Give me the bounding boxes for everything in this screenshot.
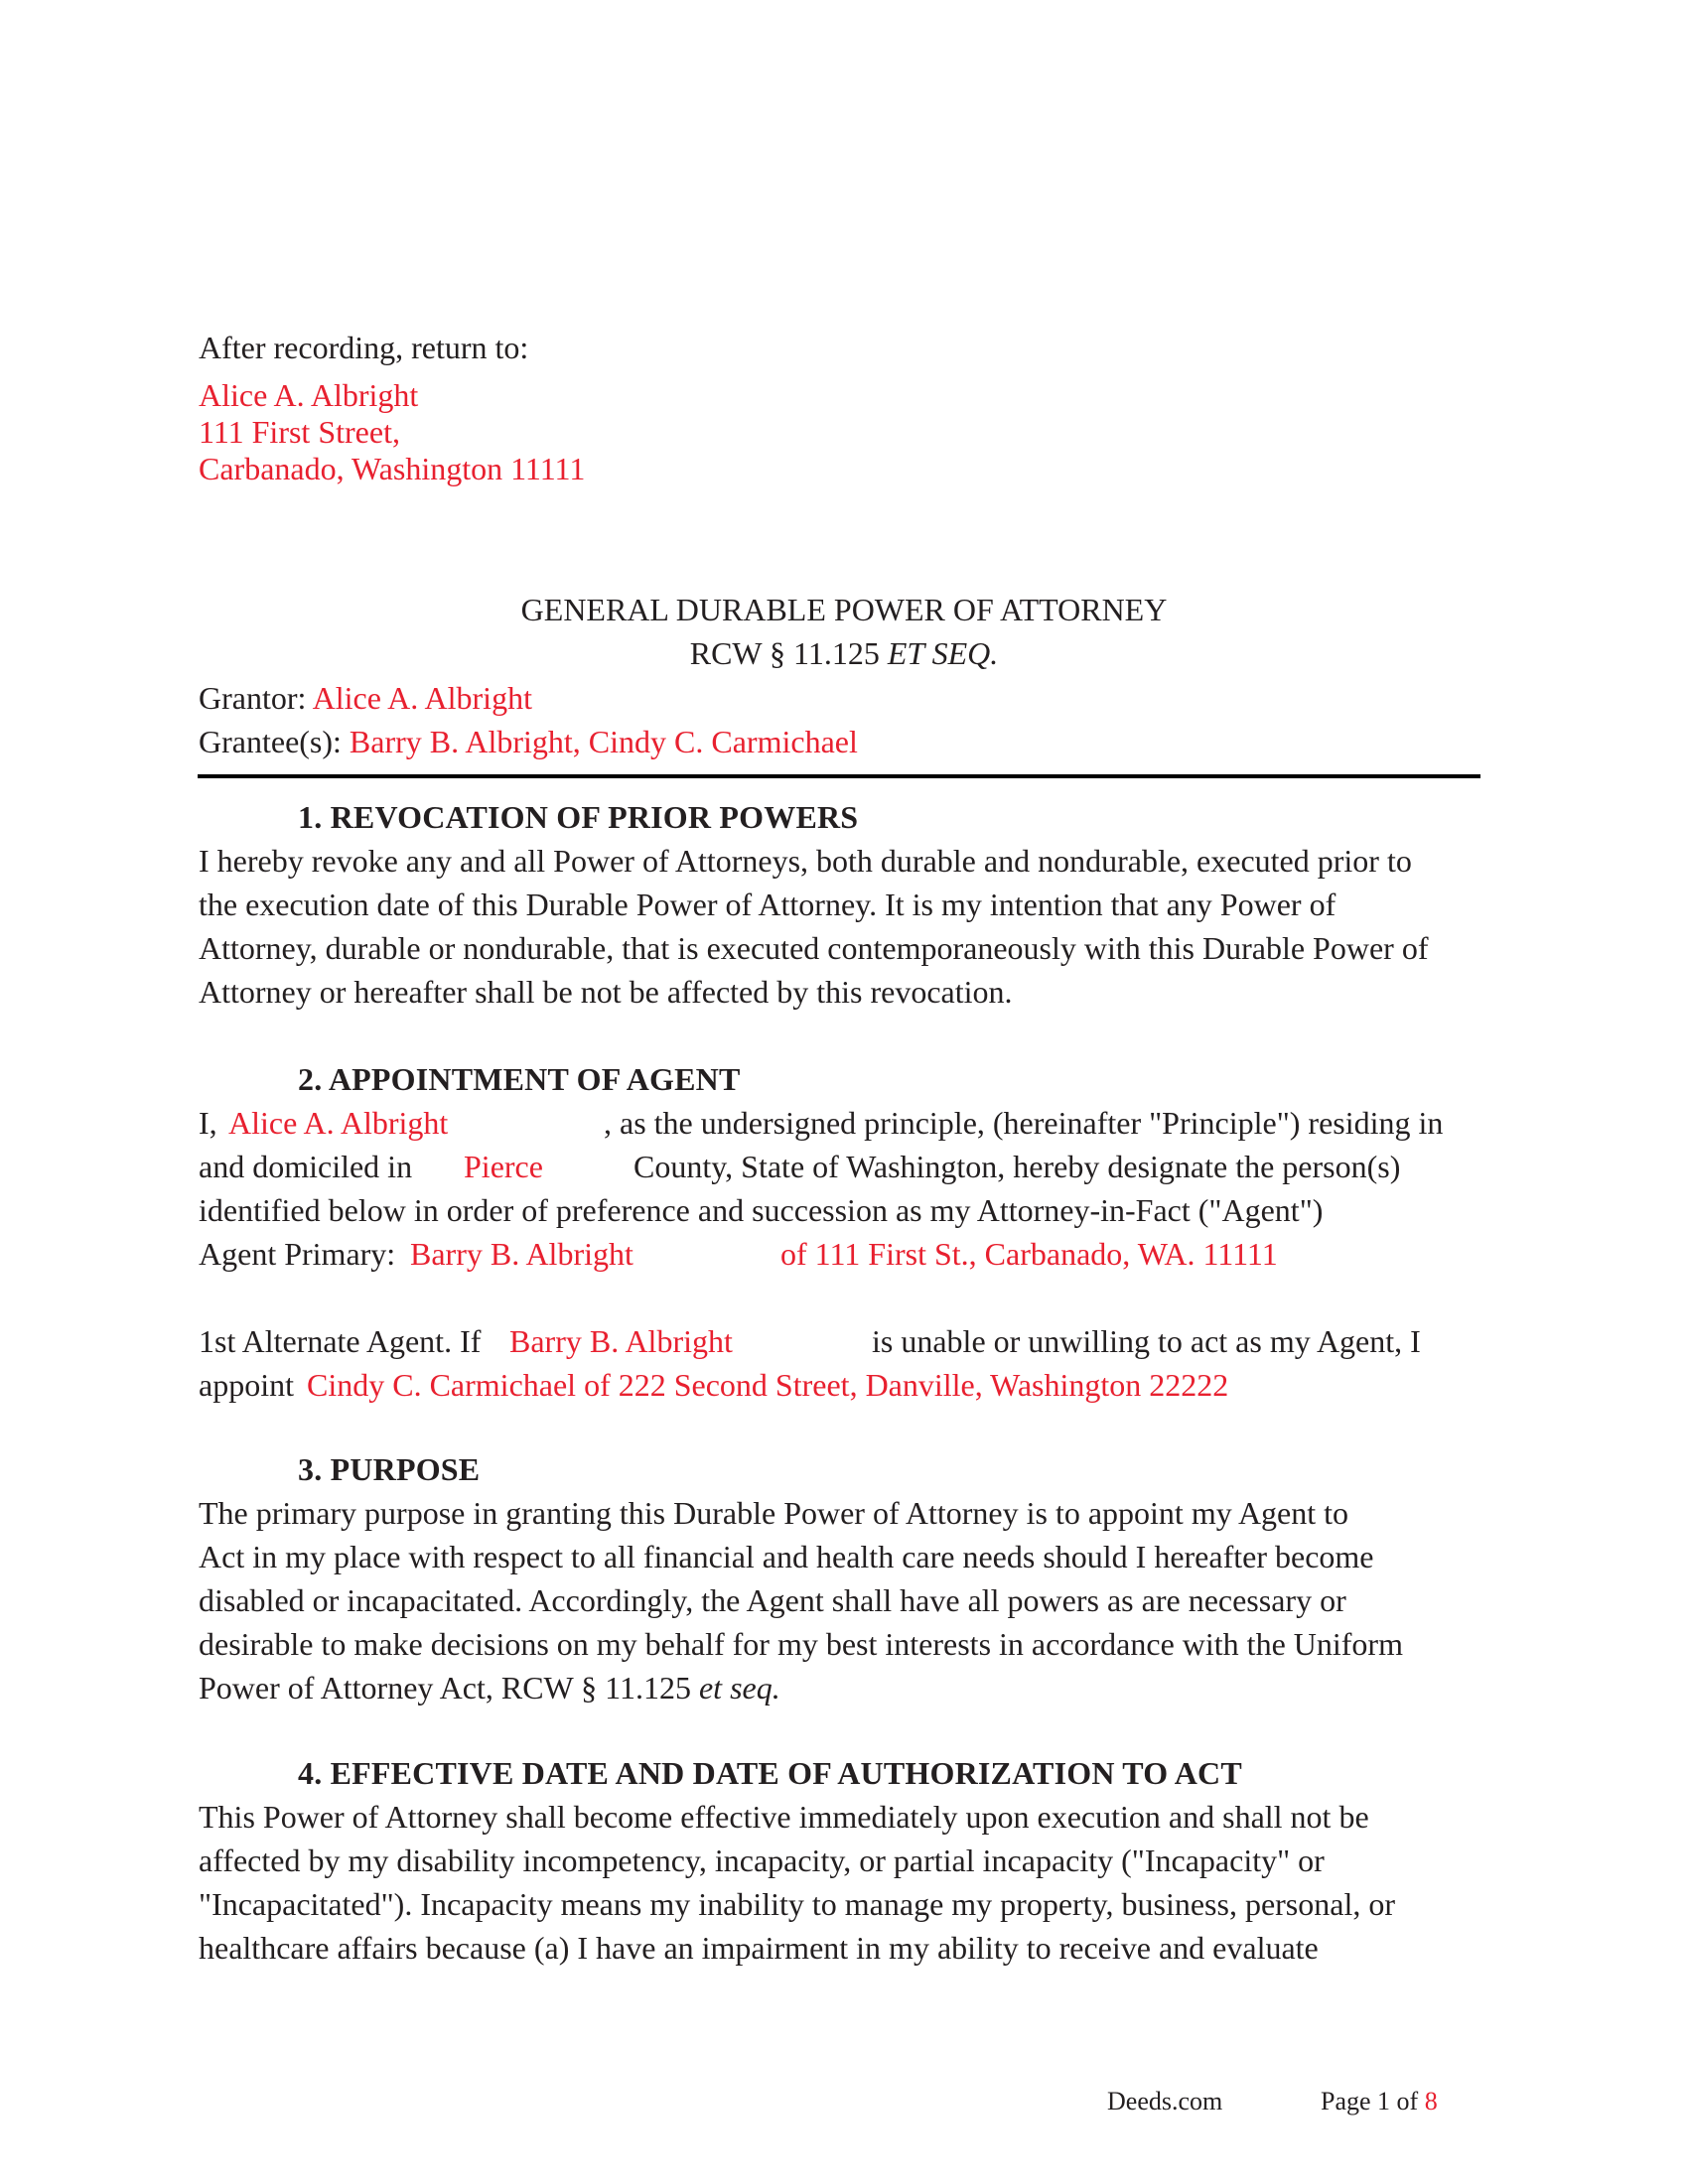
header-divider	[198, 774, 1480, 778]
section-3-last-line	[199, 1666, 1479, 1709]
section-3-body	[199, 1491, 1479, 1709]
alternate-rest: is unable or unwilling to act as my Agent, I	[872, 1323, 1421, 1359]
section-3-heading: 3. PURPOSE	[298, 1451, 481, 1487]
alternate-if-name: Barry B. Albright	[509, 1323, 733, 1359]
return-city: Carbanado, Washington 11111	[199, 451, 586, 486]
footer-site: Deeds.com	[1107, 2087, 1223, 2116]
county-value: Pierce	[464, 1149, 543, 1184]
page-label: Page 1 of	[1321, 2087, 1419, 2116]
principal-i: I,	[199, 1105, 217, 1141]
grantee-value: Barry B. Albright, Cindy C. Carmichael	[349, 724, 858, 759]
section-4-line: healthcare affairs because (a) I have an impairment in my ability to receive and evaluate	[199, 1930, 1319, 1966]
grantor-label: Grantor:	[199, 680, 307, 716]
section-1-body	[199, 839, 1479, 1014]
grantor-line	[199, 676, 532, 720]
section-1-line: Attorney, durable or nondurable, that is executed contemporaneously with this Durable Power of	[199, 930, 1429, 966]
agent-primary-address: of 111 First St., Carbanado, WA. 11111	[780, 1236, 1278, 1272]
grantee-line	[199, 720, 858, 763]
statute-prefix: RCW § 11.125	[689, 635, 888, 671]
section-3-line: desirable to make decisions on my behalf for my best interests in accordance with the Uniform	[199, 1626, 1403, 1662]
section-3-last-prefix: Power of Attorney Act, RCW § 11.125	[199, 1670, 699, 1706]
section-3-line: The primary purpose in granting this Durable Power of Attorney is to appoint my Agent to	[199, 1495, 1349, 1531]
alternate-agent-label: 1st Alternate Agent. If	[199, 1323, 482, 1359]
return-name: Alice A. Albright	[199, 377, 419, 413]
appoint-value: Cindy C. Carmichael of 222 Second Street, Danville, Washington 22222	[307, 1367, 1229, 1403]
section-3-et-seq: et seq.	[698, 1670, 780, 1706]
section-3-line: disabled or incapacitated. Accordingly, the Agent shall have all powers as are necessary or	[199, 1582, 1346, 1618]
domiciled-label: and domiciled in	[199, 1149, 413, 1184]
section-4-line: "Incapacitated"). Incapacity means my inability to manage my property, business, personal, or	[199, 1886, 1395, 1922]
agent-primary-label: Agent Primary:	[199, 1236, 396, 1272]
section-2-line-3: identified below in order of preference and succession as my Attorney-in-Fact ("Agent")	[199, 1192, 1324, 1228]
return-to-label: After recording, return to:	[199, 330, 529, 365]
agent-primary-name: Barry B. Albright	[410, 1236, 633, 1272]
appoint-label: appoint	[199, 1367, 294, 1403]
section-3-line: Act in my place with respect to all financial and health care needs should I hereafter become	[199, 1539, 1374, 1574]
page-total: 8	[1424, 2087, 1438, 2116]
grantor-value: Alice A. Albright	[312, 680, 532, 716]
return-street: 111 First Street,	[199, 414, 400, 450]
grantee-label: Grantee(s):	[199, 724, 342, 759]
section-4-line: affected by my disability incompetency, incapacity, or partial incapacity ("Incapacity" or	[199, 1843, 1325, 1878]
section-1-line: the execution date of this Durable Power of Attorney. It is my intention that any Power of	[199, 887, 1336, 922]
section-1-line: I hereby revoke any and all Power of Attorneys, both durable and nondurable, executed prior to	[199, 843, 1412, 879]
section-4-line: This Power of Attorney shall become effective immediately upon execution and shall not be	[199, 1799, 1369, 1835]
document-title: GENERAL DURABLE POWER OF ATTORNEY	[520, 592, 1168, 627]
section-1-line: Attorney or hereafter shall be not be affected by this revocation.	[199, 974, 1013, 1010]
principal-rest: , as the undersigned principle, (hereinafter "Principle") residing in	[604, 1105, 1444, 1141]
statute-et-seq: ET SEQ.	[887, 635, 999, 671]
section-4-body	[199, 1795, 1479, 1970]
principal-name: Alice A. Albright	[228, 1105, 449, 1141]
county-rest: County, State of Washington, hereby designate the person(s)	[633, 1149, 1401, 1184]
footer-page-number	[1321, 2087, 1438, 2116]
section-1-heading: 1. REVOCATION OF PRIOR POWERS	[298, 799, 859, 835]
section-2-heading: 2. APPOINTMENT OF AGENT	[298, 1061, 741, 1097]
statute-reference	[0, 635, 1688, 672]
section-4-heading: 4. EFFECTIVE DATE AND DATE OF AUTHORIZATION TO ACT	[298, 1755, 1242, 1791]
